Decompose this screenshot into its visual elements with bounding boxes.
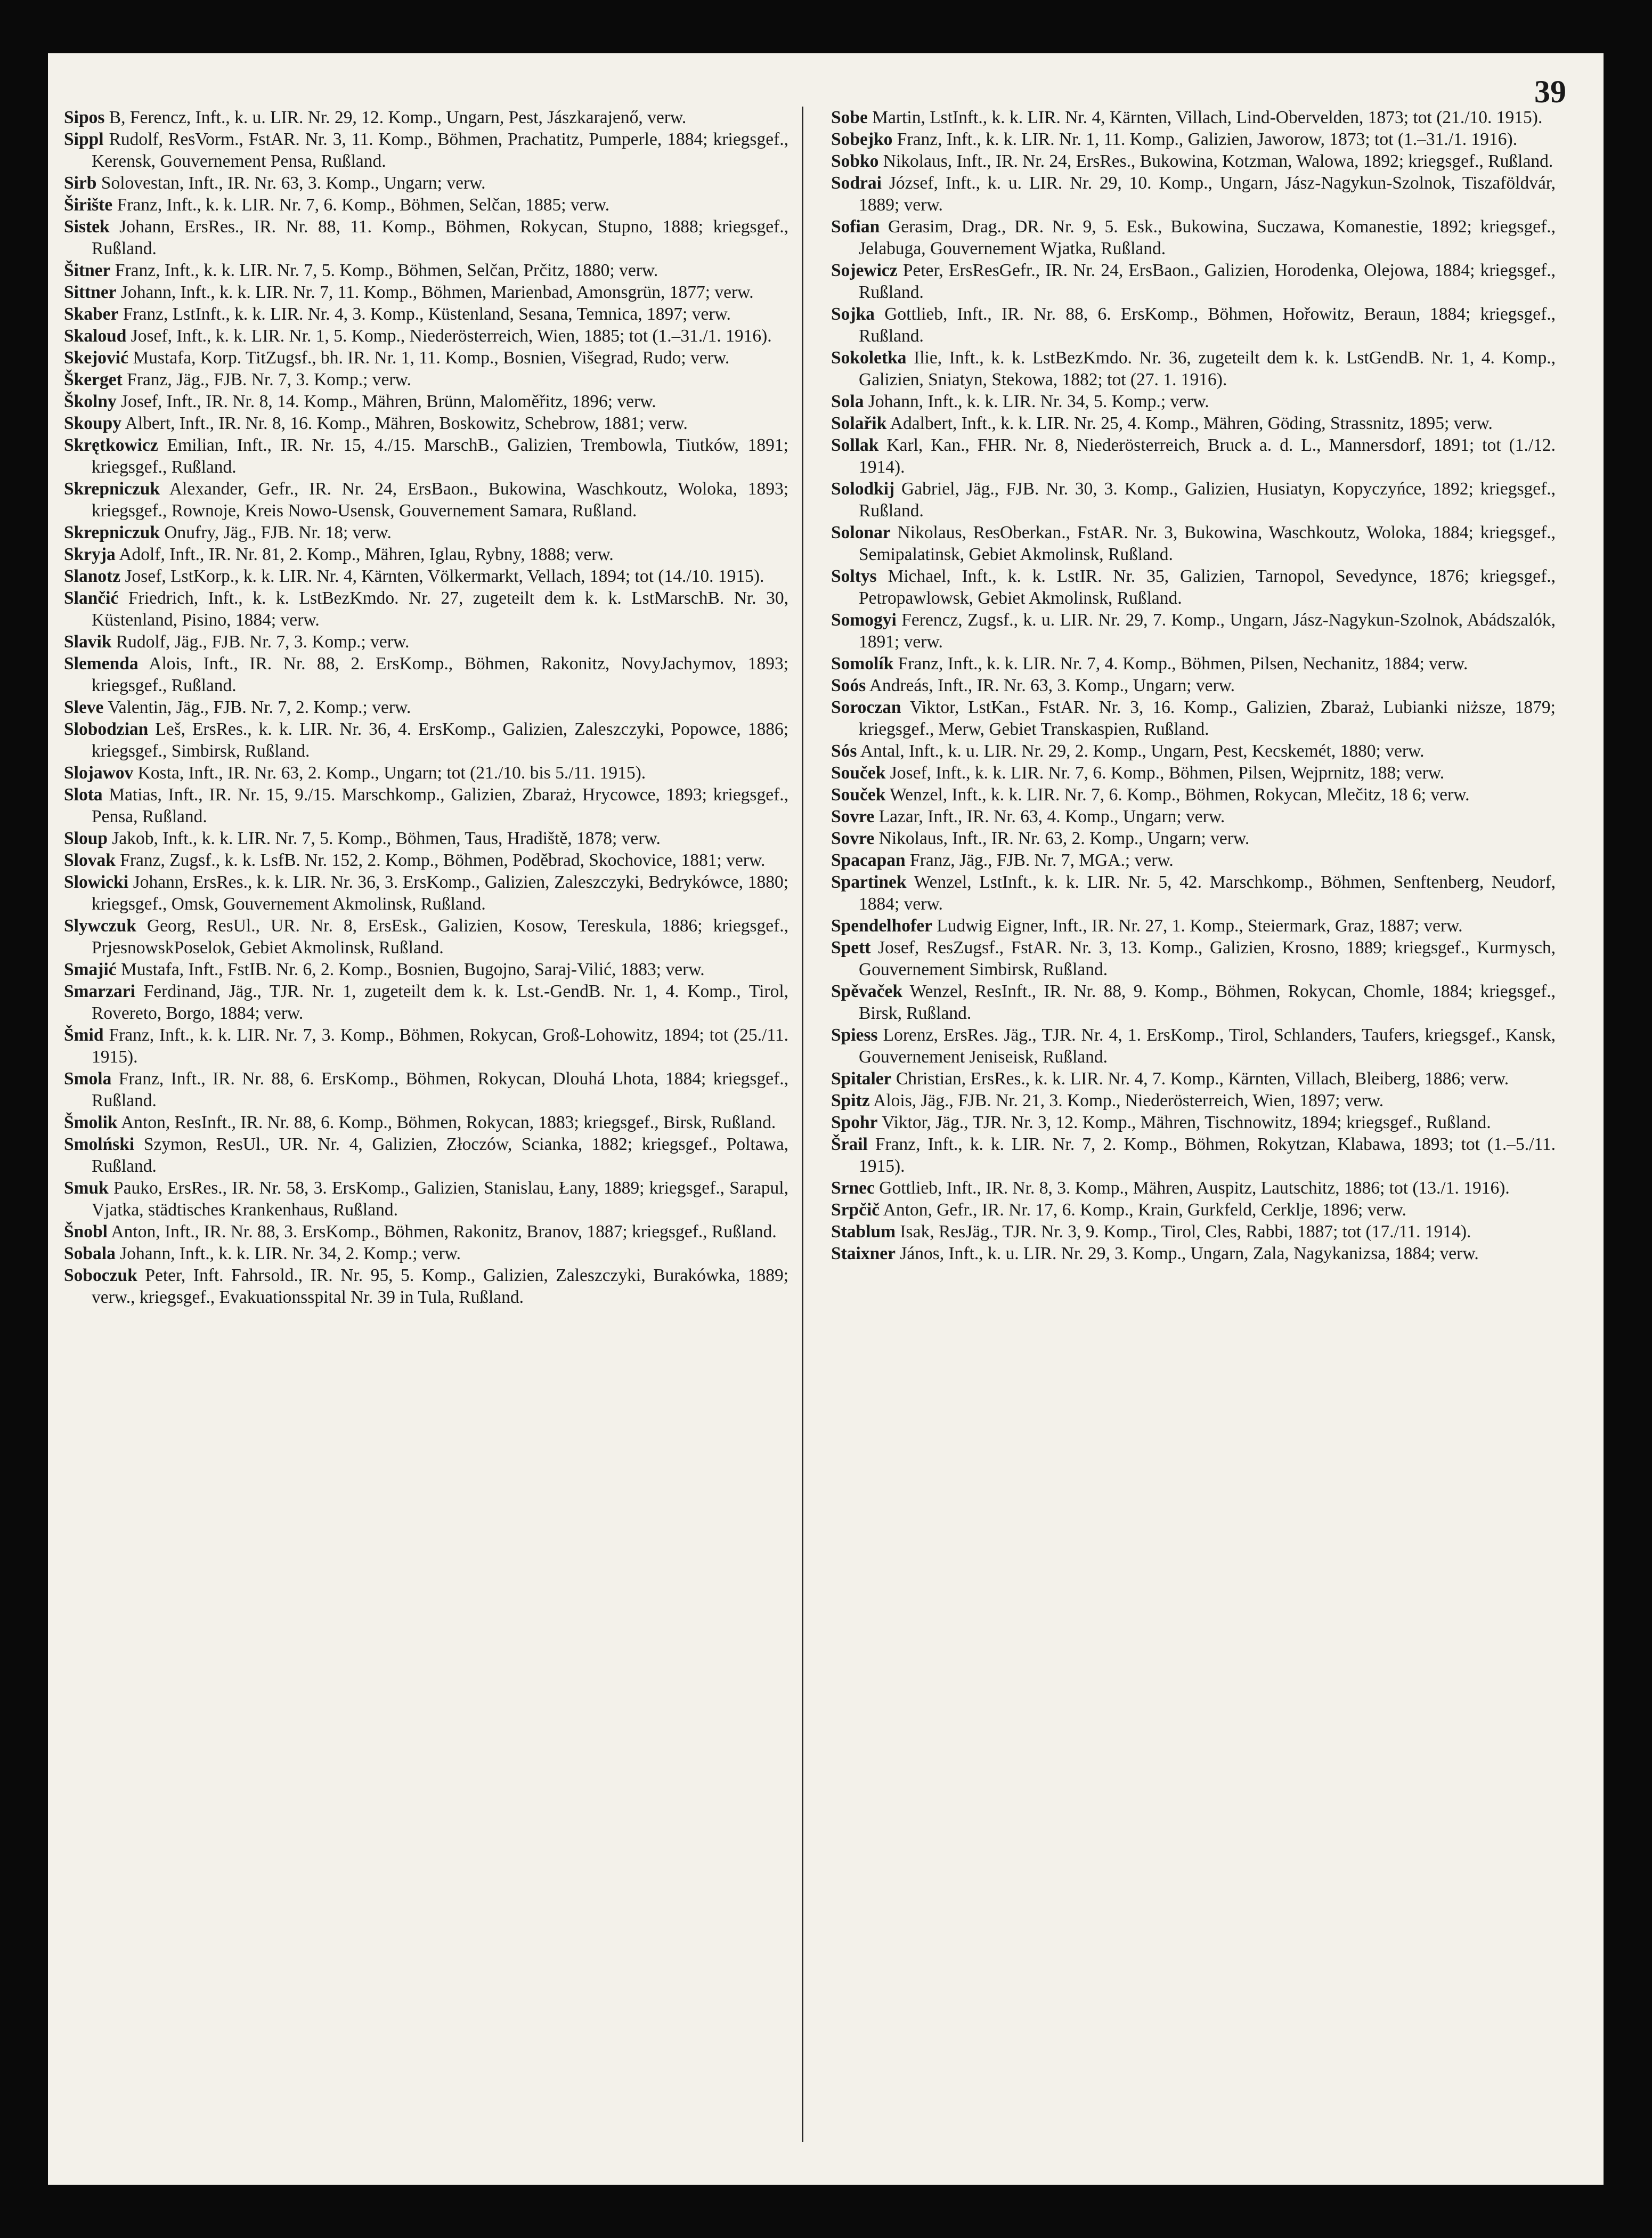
entry-surname: Sokoletka [831, 348, 907, 368]
entry-surname: Souček [831, 785, 886, 805]
entry-details: Solovestan, Inft., IR. Nr. 63, 3. Komp., Ungarn; verw. [101, 173, 486, 193]
register-entry [64, 959, 788, 980]
entry-surname: Sola [831, 392, 864, 411]
entry-surname: Solodkij [831, 479, 895, 499]
entry-details: Josef, Inft., IR. Nr. 8, 14. Komp., Mähren, Brünn, Maloměřitz, 1896; verw. [121, 392, 656, 411]
entry-details: Mustafa, Korp. TitZugsf., bh. IR. Nr. 1, 11. Komp., Bosnien, Višegrad, Rudo; verw. [133, 348, 730, 368]
entry-details: Franz, Inft., k. k. LIR. Nr. 7, 4. Komp., Böhmen, Pilsen, Nechanitz, 1884; verw. [898, 654, 1468, 674]
entry-surname: Sobe [831, 108, 868, 127]
document-page [48, 53, 1604, 2185]
register-entry [831, 172, 1556, 216]
entry-surname: Soroczan [831, 698, 901, 717]
column-divider [802, 107, 803, 2142]
entry-surname: Spendelhofer [831, 916, 932, 936]
register-entry [831, 434, 1556, 478]
entry-surname: Souček [831, 763, 886, 783]
entry-details: Rudolf, ResVorm., FstAR. Nr. 3, 11. Komp., Böhmen, Prachatitz, Pumperle, 1884; kriegsgef., Kerensk, Gouvernement Pensa, Rußland. [92, 129, 788, 171]
entry-details: Alois, Jäg., FJB. Nr. 21, 3. Komp., Niederösterreich, Wien, 1897; verw. [873, 1091, 1384, 1110]
entry-details: Franz, Jäg., FJB. Nr. 7, 3. Komp.; verw. [127, 370, 411, 390]
register-entry [831, 871, 1556, 915]
entry-details: Onufry, Jäg., FJB. Nr. 18; verw. [164, 523, 392, 542]
entry-details: Gerasim, Drag., DR. Nr. 9, 5. Esk., Bukowina, Suczawa, Komanestie, 1892; kriegsgef., Jelabuga, Gouvernement Wjatka, Rußland. [859, 217, 1556, 258]
register-entry [64, 369, 788, 391]
register-entry [64, 849, 788, 871]
register-entry [64, 696, 788, 718]
entry-surname: Spiess [831, 1025, 878, 1045]
entry-details: Peter, ErsResGefr., IR. Nr. 24, ErsBaon., Galizien, Horodenka, Olejowa, 1884; kriegsgef., Rußland. [859, 261, 1556, 302]
register-entry [831, 806, 1556, 828]
register-entry [64, 1024, 788, 1068]
register-entry [64, 172, 788, 194]
register-entry [64, 325, 788, 347]
register-entry [831, 107, 1556, 128]
entry-surname: Solařik [831, 413, 887, 433]
entry-surname: Sobejko [831, 129, 893, 149]
entry-surname: Spohr [831, 1113, 878, 1132]
entry-surname: Slojawov [64, 763, 134, 783]
entry-details: Albert, Inft., IR. Nr. 8, 16. Komp., Mähren, Boskowitz, Schebrow, 1881; verw. [125, 413, 688, 433]
entry-details: Georg, ResUl., UR. Nr. 8, ErsEsk., Galizien, Kosow, Tereskula, 1886; kriegsgef., PrjesnowskPoselok, Gebiet Akmolinsk, Rußland. [92, 916, 788, 958]
entry-details: Gottlieb, Inft., IR. Nr. 88, 6. ErsKomp., Böhmen, Hořowitz, Beraun, 1884; kriegsgef., Rußland. [859, 304, 1556, 346]
entry-details: Anton, Gefr., IR. Nr. 17, 6. Komp., Krain, Gurkfeld, Cerklje, 1896; verw. [883, 1200, 1406, 1220]
entry-surname: Stablum [831, 1222, 896, 1242]
entry-surname: Skoupy [64, 413, 122, 433]
entry-details: Lazar, Inft., IR. Nr. 63, 4. Komp., Ungarn; verw. [878, 807, 1225, 826]
entry-surname: Slowicki [64, 872, 128, 892]
entry-details: Szymon, ResUl., UR. Nr. 4, Galizien, Złoczów, Scianka, 1882; kriegsgef., Poltawa, Rußland. [92, 1134, 788, 1176]
entry-surname: Spěvaček [831, 982, 902, 1001]
entry-details: Wenzel, Inft., k. k. LIR. Nr. 7, 6. Komp., Böhmen, Rokycan, Mlečitz, 18 6; verw. [890, 785, 1470, 805]
entry-details: Viktor, Jäg., TJR. Nr. 3, 12. Komp., Mähren, Tischnowitz, 1894; kriegsgef., Rußland. [882, 1113, 1491, 1132]
entry-details: Josef, Inft., k. k. LIR. Nr. 1, 5. Komp., Niederösterreich, Wien, 1885; tot (1.–31./1. 1916). [131, 326, 772, 346]
register-entry [64, 1243, 788, 1264]
register-entry [64, 587, 788, 631]
entry-surname: Slobodzian [64, 719, 149, 739]
entry-details: Emilian, Inft., IR. Nr. 15, 4./15. MarschB., Galizien, Trembowla, Tiutków, 1891; kriegsgef., Rußland. [92, 435, 788, 477]
register-entry [64, 544, 788, 565]
entry-surname: Spartinek [831, 872, 907, 892]
register-entry [64, 107, 788, 128]
entry-details: Franz, Inft., IR. Nr. 88, 6. ErsKomp., Böhmen, Rokycan, Dlouhá Lhota, 1884; kriegsgef., Rußland. [92, 1069, 788, 1110]
entry-details: Franz, Inft., k. k. LIR. Nr. 7, 5. Komp., Böhmen, Selčan, Prčitz, 1880; verw. [115, 261, 658, 280]
register-entry [64, 1133, 788, 1177]
entry-surname: Smarzari [64, 982, 135, 1001]
entry-details: Gottlieb, Inft., IR. Nr. 8, 3. Komp., Mähren, Auspitz, Lautschitz, 1886; tot (13./1. 1916). [879, 1178, 1510, 1198]
register-entry [64, 347, 788, 369]
register-entry [831, 762, 1556, 784]
register-entry [64, 1264, 788, 1308]
register-entry [831, 347, 1556, 391]
entry-details: Franz, Jäg., FJB. Nr. 7, MGA.; verw. [910, 850, 1174, 870]
register-entry [831, 740, 1556, 762]
entry-details: Johann, ErsRes., IR. Nr. 88, 11. Komp., Böhmen, Rokycan, Stupno, 1888; kriegsgef., Rußland. [92, 217, 788, 258]
entry-surname: Skejović [64, 348, 128, 368]
entry-surname: Smola [64, 1069, 112, 1089]
register-entry [64, 412, 788, 434]
entry-details: Josef, Inft., k. k. LIR. Nr. 7, 6. Komp., Böhmen, Pilsen, Wejprnitz, 188; verw. [890, 763, 1445, 783]
entry-details: Ferdinand, Jäg., TJR. Nr. 1, zugeteilt dem k. k. Lst.-GendB. Nr. 1, 4. Komp., Tirol, Rovereto, Borgo, 1884; verw. [92, 982, 788, 1023]
register-entry [831, 784, 1556, 806]
register-entry [64, 281, 788, 303]
entry-surname: Spacapan [831, 850, 906, 870]
entry-surname: Slančić [64, 588, 119, 608]
entry-details: Johann, Inft., k. k. LIR. Nr. 34, 5. Komp.; verw. [868, 392, 1209, 411]
register-entry [64, 434, 788, 478]
entry-details: Gabriel, Jäg., FJB. Nr. 30, 3. Komp., Galizien, Husiatyn, Kopyczyńce, 1892; kriegsgef., Rußland. [859, 479, 1556, 521]
entry-surname: Slemenda [64, 654, 139, 674]
entry-details: Matias, Inft., IR. Nr. 15, 9./15. Marschkomp., Galizien, Zbaraż, Hrycowce, 1893; kriegsgef., Pensa, Rußland. [92, 785, 788, 826]
entry-surname: Skrepniczuk [64, 523, 160, 542]
entry-details: Josef, LstKorp., k. k. LIR. Nr. 4, Kärnten, Völkermarkt, Vellach, 1894; tot (14./10. 1915). [125, 566, 764, 586]
entry-details: Kosta, Inft., IR. Nr. 63, 2. Komp., Ungarn; tot (21./10. bis 5./11. 1915). [137, 763, 646, 783]
entry-surname: Solonar [831, 523, 891, 542]
entry-details: Nikolaus, Inft., IR. Nr. 24, ErsRes., Bukowina, Kotzman, Walowa, 1892; kriegsgef., Rußland. [883, 151, 1553, 171]
entry-surname: Skrepniczuk [64, 479, 160, 499]
column-left [64, 107, 788, 2142]
entry-details: Christian, ErsRes., k. k. LIR. Nr. 4, 7. Komp., Kärnten, Villach, Bleiberg, 1886; verw. [896, 1069, 1509, 1089]
entry-details: Wenzel, ResInft., IR. Nr. 88, 9. Komp., Böhmen, Rokycan, Chomle, 1884; kriegsgef., Birsk, Rußland. [859, 982, 1556, 1023]
entry-details: Friedrich, Inft., k. k. LstBezKmdo. Nr. 27, zugeteilt dem k. k. LstMarschB. Nr. 30, Küstenland, Pisino, 1884; verw. [92, 588, 788, 630]
entry-surname: Sittner [64, 282, 117, 302]
entry-details: Mustafa, Inft., FstIB. Nr. 6, 2. Komp., Bosnien, Bugojno, Saraj-Vilić, 1883; verw. [121, 960, 705, 979]
register-entry [64, 194, 788, 216]
entry-details: Wenzel, LstInft., k. k. LIR. Nr. 5, 42. Marschkomp., Böhmen, Senftenberg, Neudorf, 1884; verw. [859, 872, 1556, 914]
entry-surname: Sipos [64, 108, 105, 127]
register-entry [64, 522, 788, 544]
entry-details: Viktor, LstKan., FstAR. Nr. 3, 16. Komp., Galizien, Zbaraż, Lubianki niższe, 1879; kriegsgef., Merw, Gebiet Transkaspien, Rußland. [859, 698, 1556, 739]
register-entry [64, 784, 788, 828]
entry-details: Josef, ResZugsf., FstAR. Nr. 3, 13. Komp., Galizien, Krosno, 1889; kriegsgef., Kurmysch, Gouvernement Simbirsk, Rußland. [859, 938, 1556, 979]
entry-surname: Smolński [64, 1134, 135, 1154]
entry-surname: Slavik [64, 632, 112, 652]
entry-surname: Školny [64, 392, 117, 411]
register-entry [64, 1221, 788, 1243]
entry-surname: Staixner [831, 1244, 896, 1263]
register-entry [831, 1112, 1556, 1133]
register-entry [831, 696, 1556, 740]
register-entry [831, 216, 1556, 260]
entry-details: Michael, Inft., k. k. LstIR. Nr. 35, Galizien, Tarnopol, Sevedynce, 1876; kriegsgef., Petropawlowsk, Gebiet Akmolinsk, Rußland. [859, 566, 1556, 608]
register-entry [64, 653, 788, 696]
register-entry [831, 565, 1556, 609]
entry-details: János, Inft., k. u. LIR. Nr. 29, 3. Komp., Ungarn, Zala, Nagykanizsa, 1884; verw. [900, 1244, 1479, 1263]
register-entry [831, 1024, 1556, 1068]
register-entry [831, 980, 1556, 1024]
entry-surname: Sodrai [831, 173, 882, 193]
entry-details: Ferencz, Zugsf., k. u. LIR. Nr. 29, 7. Komp., Ungarn, Jász-Nagykun-Szolnok, Abádszalók, 1891; verw. [859, 610, 1556, 652]
entry-details: Franz, Inft., k. k. LIR. Nr. 7, 2. Komp., Böhmen, Rokytzan, Klabawa, 1893; tot (1.–5./11. 1915). [859, 1134, 1556, 1176]
register-entry [831, 260, 1556, 303]
entry-surname: Skaloud [64, 326, 127, 346]
entry-details: Franz, Inft., k. k. LIR. Nr. 7, 3. Komp., Böhmen, Rokycan, Groß-Lohowitz, 1894; tot (25./11. 1915). [92, 1025, 788, 1067]
entry-details: Franz, LstInft., k. k. LIR. Nr. 4, 3. Komp., Küstenland, Sesana, Temnica, 1897; verw. [123, 304, 731, 324]
entry-surname: Sovre [831, 807, 875, 826]
register-entry [831, 128, 1556, 150]
register-entry [64, 1112, 788, 1133]
entry-surname: Soltys [831, 566, 877, 586]
entry-details: Valentin, Jäg., FJB. Nr. 7, 2. Komp.; verw. [108, 698, 411, 717]
entry-surname: Skaber [64, 304, 119, 324]
entry-surname: Sós [831, 741, 857, 761]
entry-details: Nikolaus, ResOberkan., FstAR. Nr. 3, Bukowina, Waschkoutz, Woloka, 1884; kriegsgef., Semipalatinsk, Gebiet Akmolinsk, Rußland. [859, 523, 1556, 564]
entry-surname: Slota [64, 785, 103, 805]
register-entry [64, 1068, 788, 1112]
entry-details: Ludwig Eigner, Inft., IR. Nr. 27, 1. Komp., Steiermark, Graz, 1887; verw. [937, 916, 1463, 936]
register-entry [831, 412, 1556, 434]
entry-details: Martin, LstInft., k. k. LIR. Nr. 4, Kärnten, Villach, Lind-Obervelden, 1873; tot (21./10. 1915). [872, 108, 1543, 127]
register-entry [831, 675, 1556, 696]
entry-surname: Slywczuk [64, 916, 136, 936]
entry-surname: Spett [831, 938, 871, 958]
entry-surname: Smajić [64, 960, 117, 979]
entry-details: Antal, Inft., k. u. LIR. Nr. 29, 2. Komp., Ungarn, Pest, Kecskemét, 1880; verw. [860, 741, 1425, 761]
register-entry [64, 260, 788, 281]
column-right [831, 107, 1556, 2142]
entry-surname: Sobala [64, 1244, 116, 1263]
register-entry [831, 1199, 1556, 1221]
entry-surname: Slanotz [64, 566, 121, 586]
entry-details: Lorenz, ErsRes. Jäg., TJR. Nr. 4, 1. ErsKomp., Tirol, Schlanders, Taufers, kriegsgef., Kansk, Gouvernement Jeniseisk, Rußland. [859, 1025, 1556, 1067]
register-entry [64, 631, 788, 653]
entry-details: Johann, Inft., k. k. LIR. Nr. 7, 11. Komp., Böhmen, Marienbad, Amonsgrün, 1877; verw. [121, 282, 754, 302]
entry-surname: Škerget [64, 370, 123, 390]
entry-surname: Srpčič [831, 1200, 880, 1220]
entry-details: Karl, Kan., FHR. Nr. 8, Niederösterreich, Bruck a. d. L., Mannersdorf, 1891; tot (1./12. 1914). [859, 435, 1556, 477]
entry-details: Anton, Inft., IR. Nr. 88, 3. ErsKomp., Böhmen, Rakonitz, Branov, 1887; kriegsgef., Rußland. [111, 1222, 777, 1242]
entry-surname: Skryja [64, 545, 116, 564]
register-entry [64, 478, 788, 522]
entry-surname: Sobko [831, 151, 879, 171]
register-entry [831, 478, 1556, 522]
entry-details: Isak, ResJäg., TJR. Nr. 3, 9. Komp., Tirol, Cles, Rabbi, 1887; tot (17./11. 1914). [900, 1222, 1471, 1242]
page-number: 39 [1534, 74, 1566, 109]
register-entry [831, 1177, 1556, 1199]
entry-details: Nikolaus, Inft., IR. Nr. 63, 2. Komp., Ungarn; verw. [878, 829, 1250, 848]
entry-surname: Soboczuk [64, 1266, 137, 1285]
register-entry [831, 303, 1556, 347]
entry-details: Pauko, ErsRes., IR. Nr. 58, 3. ErsKomp., Galizien, Stanislau, Łany, 1889; kriegsgef., Sarapul, Vjatka, städtisches Krankenhaus, Rußland. [92, 1178, 788, 1220]
register-entry [831, 391, 1556, 412]
register-entry [831, 609, 1556, 653]
entry-surname: Spitaler [831, 1069, 892, 1089]
entry-surname: Šitner [64, 261, 111, 280]
register-entry [831, 937, 1556, 980]
register-entry [831, 915, 1556, 937]
register-entry [64, 828, 788, 849]
entry-details: Rudolf, Jäg., FJB. Nr. 7, 3. Komp.; verw. [116, 632, 410, 652]
register-entry [64, 391, 788, 412]
entry-surname: Sovre [831, 829, 875, 848]
entry-details: Anton, ResInft., IR. Nr. 88, 6. Komp., Böhmen, Rokycan, 1883; kriegsgef., Birsk, Rußland. [121, 1113, 776, 1132]
entry-details: Alexander, Gefr., IR. Nr. 24, ErsBaon., Bukowina, Waschkoutz, Woloka, 1893; kriegsgef., Rownoje, Kreis Nowo-Usensk, Gouvernement Samara, Rußland. [92, 479, 788, 521]
register-entry [64, 762, 788, 784]
register-entry [64, 128, 788, 172]
register-entry [64, 303, 788, 325]
register-entry [831, 1068, 1556, 1090]
entry-surname: Spitz [831, 1091, 870, 1110]
entry-surname: Somolík [831, 654, 894, 674]
register-entry [831, 1133, 1556, 1177]
register-entry [64, 216, 788, 260]
entry-details: Johann, ErsRes., k. k. LIR. Nr. 36, 3. ErsKomp., Galizien, Zaleszczyki, Bedrykówce, 1880; kriegsgef., Omsk, Gouvernement Akmolinsk, Rußland. [92, 872, 788, 914]
entry-details: Andreás, Inft., IR. Nr. 63, 3. Komp., Ungarn; verw. [869, 676, 1235, 695]
register-entry [831, 849, 1556, 871]
entry-surname: Širište [64, 195, 113, 215]
entry-surname: Slovak [64, 850, 116, 870]
entry-details: Leš, ErsRes., k. k. LIR. Nr. 36, 4. ErsKomp., Galizien, Zaleszczyki, Popowce, 1886; kriegsgef., Simbirsk, Rußland. [92, 719, 788, 761]
entry-surname: Srnec [831, 1178, 875, 1198]
register-entry [64, 980, 788, 1024]
entry-details: Ilie, Inft., k. k. LstBezKmdo. Nr. 36, zugeteilt dem k. k. LstGendB. Nr. 1, 4. Komp., Galizien, Sniatyn, Stekowa, 1882; tot (27. 1. 1916). [859, 348, 1556, 390]
entry-details: Franz, Zugsf., k. k. LsfB. Nr. 152, 2. Komp., Böhmen, Poděbrad, Skochovice, 1881; verw. [120, 850, 766, 870]
register-entry [64, 565, 788, 587]
entry-surname: Sloup [64, 829, 108, 848]
entry-surname: Sirb [64, 173, 97, 193]
entry-details: Adolf, Inft., IR. Nr. 81, 2. Komp., Mähren, Iglau, Rybny, 1888; verw. [119, 545, 614, 564]
register-entry [831, 1090, 1556, 1112]
entry-details: Jakob, Inft., k. k. LIR. Nr. 7, 5. Komp., Böhmen, Taus, Hradiště, 1878; verw. [112, 829, 661, 848]
entry-surname: Šmolik [64, 1113, 118, 1132]
entry-surname: Sofian [831, 217, 880, 237]
register-entry [831, 1221, 1556, 1243]
entry-surname: Šnobl [64, 1222, 108, 1242]
entry-surname: Sojewicz [831, 261, 898, 280]
entry-surname: Šrail [831, 1134, 868, 1154]
entry-details: Peter, Inft. Fahrsold., IR. Nr. 95, 5. Komp., Galizien, Zaleszczyki, Burakówka, 1889; verw., kriegsgef., Evakuationsspital Nr. 39 in Tula, Rußland. [92, 1266, 788, 1307]
entry-surname: Smuk [64, 1178, 109, 1198]
entry-surname: Sojka [831, 304, 875, 324]
register-entry [64, 1177, 788, 1221]
entry-details: József, Inft., k. u. LIR. Nr. 29, 10. Komp., Ungarn, Jász-Nagykun-Szolnok, Tiszaföldvár, 1889; verw. [859, 173, 1556, 215]
entry-details: B, Ferencz, Inft., k. u. LIR. Nr. 29, 12. Komp., Ungarn, Pest, Jászkarajenő, verw. [109, 108, 687, 127]
entry-details: Alois, Inft., IR. Nr. 88, 2. ErsKomp., Böhmen, Rakonitz, NovyJachymov, 1893; kriegsgef., Rußland. [92, 654, 788, 695]
register-entry [831, 150, 1556, 172]
register-entry [64, 915, 788, 959]
entry-surname: Šmid [64, 1025, 104, 1045]
register-entry [831, 828, 1556, 849]
entry-surname: Sleve [64, 698, 104, 717]
entry-details: Franz, Inft., k. k. LIR. Nr. 7, 6. Komp., Böhmen, Selčan, 1885; verw. [117, 195, 610, 215]
entry-surname: Sollak [831, 435, 879, 455]
register-entry [831, 522, 1556, 565]
register-entry [64, 718, 788, 762]
entry-details: Johann, Inft., k. k. LIR. Nr. 34, 2. Komp.; verw. [120, 1244, 461, 1263]
entry-surname: Sippl [64, 129, 104, 149]
register-entry [831, 653, 1556, 675]
entry-surname: Skrętkowicz [64, 435, 158, 455]
entry-surname: Soós [831, 676, 866, 695]
entry-details: Franz, Inft., k. k. LIR. Nr. 1, 11. Komp., Galizien, Jaworow, 1873; tot (1.–31./1. 1916). [897, 129, 1518, 149]
register-entry [64, 871, 788, 915]
entry-details: Adalbert, Inft., k. k. LIR. Nr. 25, 4. Komp., Mähren, Göding, Strassnitz, 1895; verw. [890, 413, 1493, 433]
register-entry [831, 1243, 1556, 1264]
entry-surname: Sistek [64, 217, 110, 237]
entry-surname: Somogyi [831, 610, 897, 630]
